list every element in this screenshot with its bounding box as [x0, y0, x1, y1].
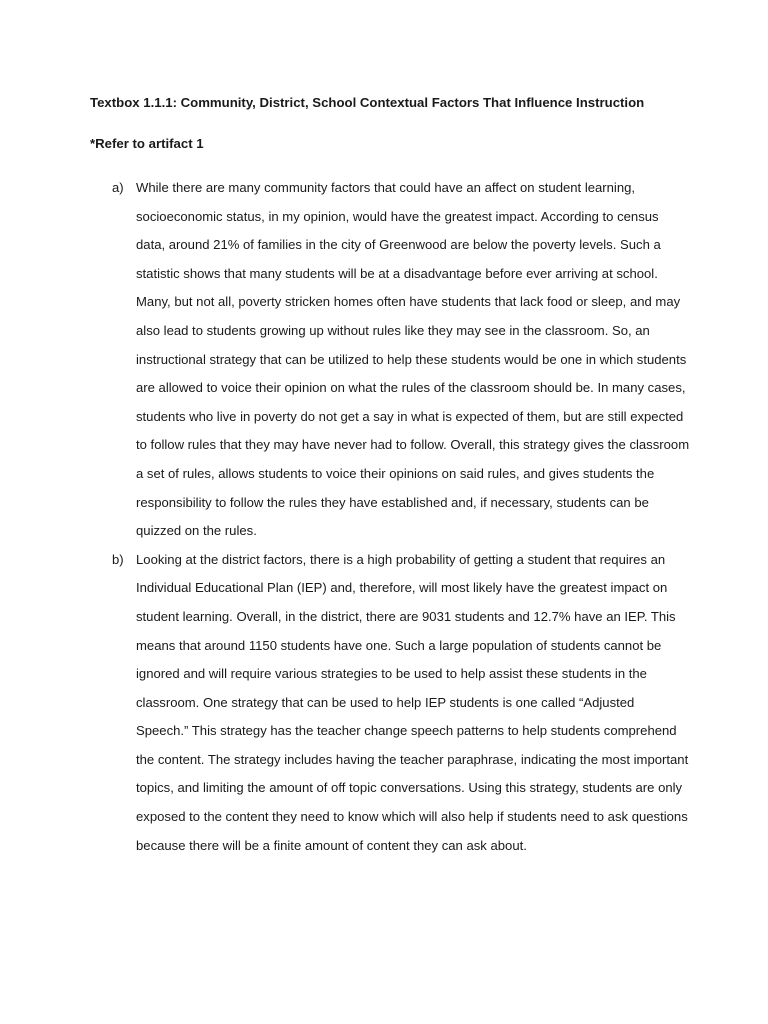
list-item: [90, 174, 690, 546]
artifact-reference: *Refer to artifact 1: [90, 136, 204, 151]
document-heading: Textbox 1.1.1: Community, District, School Contextual Factors That Influence Instruction: [90, 95, 645, 110]
list-item-text: While there are many community factors that could have an affect on student learning, socioeconomic status, in my opinion, would have the greatest impact. According to census data, around 21% of families in the city of Greenwood are below the poverty levels. Such a statistic shows that many students will be at a disadvantage before ever arriving at school. Many, but not all, poverty stricken homes often have students that lack food or sleep, and may also lead to students growing up without rules like they may see in the classroom. So, an instructional strategy that can be utilized to help these students would be one in which students are allowed to voice their opinion on what the rules of the classroom should be. In many cases, students who live in poverty do not get a say in what is expected of them, but are still expected to follow rules that they may have never had to follow. Overall, this strategy gives the classroom a set of rules, allows students to voice their opinions on said rules, and gives students the responsibility to follow the rules they have established and, if necessary, students can be quizzed on the rules.: [136, 180, 690, 539]
list-marker: b): [112, 551, 124, 567]
list-item: [90, 546, 690, 861]
factor-list: [90, 174, 690, 860]
list-marker: a): [112, 180, 124, 195]
list-item-text: Looking at the district factors, there is a high probability of getting a student that requires an Individual Educational Plan (IEP) and, therefore, will most likely have the greatest impact on student learning. Overall, in the district, there are 9031 students and 12.7% have an IEP. This means that around 1150 students have one. Such a large population of students cannot be ignored and will require various strategies to be used to help assist these students in the classroom. One strategy that can be used to help IEP students is one called “Adjusted Speech.” This strategy has the teacher change speech patterns to help students comprehend the content. The strategy includes having the teacher paraphrase, indicating the most important topics, and limiting the amount of off topic conversations. Using this strategy, students are only exposed to the content they need to know which will also help if students need to ask questions because there will be a finite amount of content they can ask about.: [136, 551, 689, 853]
